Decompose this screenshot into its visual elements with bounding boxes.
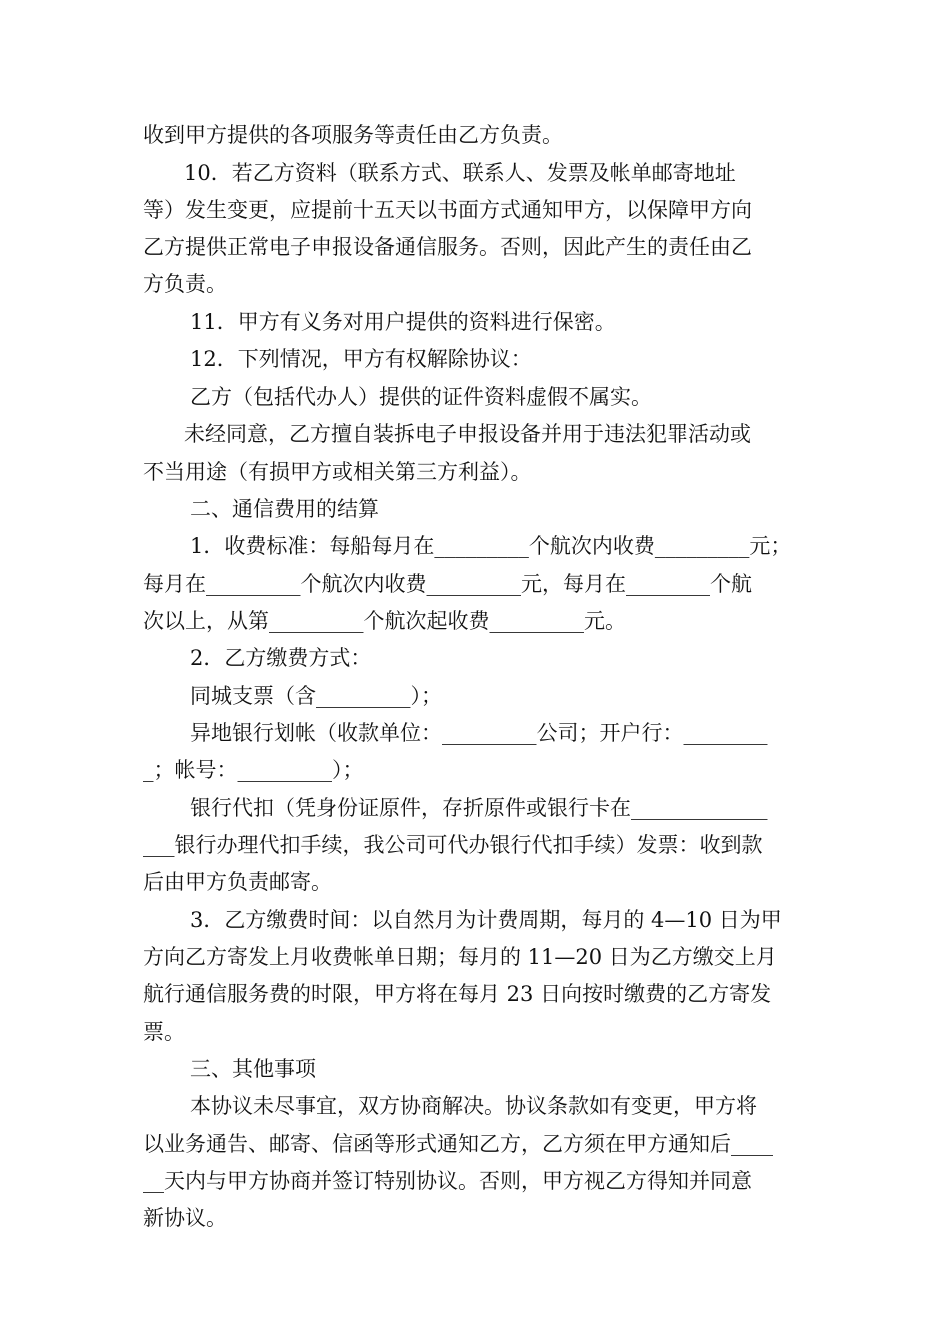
- text-line: 同城支票（含_________）；: [190, 684, 442, 708]
- text-line: 收到甲方提供的各项服务等责任由乙方负责。: [143, 123, 563, 147]
- text-line: 航行通信服务费的时限，甲方将在每月 23 日向按时缴费的乙方寄发: [143, 982, 772, 1006]
- text-line: 后由甲方负责邮寄。: [143, 870, 332, 894]
- text-line: 每月在_________个航次内收费_________元，每月在________个航: [143, 572, 752, 596]
- text-line: 未经同意，乙方擅自装拆电子申报设备并用于违法犯罪活动或: [184, 422, 751, 446]
- text-line: 不当用途（有损甲方或相关第三方利益）。: [143, 460, 532, 484]
- text-line: 次以上，从第_________个航次起收费_________元。: [143, 609, 626, 633]
- text-line: 11．甲方有义务对用户提供的资料进行保密。: [190, 310, 616, 334]
- text-line: 10．若乙方资料（联系方式、联系人、发票及帐单邮寄地址: [184, 161, 736, 185]
- text-line: 异地银行划帐（收款单位：_________公司；开户行：________: [190, 721, 768, 745]
- text-line: ___银行办理代扣手续，我公司可代办银行代扣手续）发票：收到款: [143, 833, 763, 857]
- text-line: 2．乙方缴费方式：: [190, 646, 372, 670]
- text-line: 等）发生变更，应提前十五天以书面方式通知甲方，以保障甲方向: [143, 198, 752, 222]
- text-line: _；帐号：_________）；: [143, 758, 364, 782]
- text-line: __天内与甲方协商并签订特别协议。否则，甲方视乙方得知并同意: [143, 1169, 752, 1193]
- text-line: 方负责。: [143, 272, 227, 296]
- text-line: 乙方（包括代办人）提供的证件资料虚假不属实。: [190, 385, 652, 409]
- text-line: 方向乙方寄发上月收费帐单日期；每月的 11—20 日为乙方缴交上月: [143, 945, 777, 969]
- text-line: 1．收费标准：每船每月在_________个航次内收费_________元；: [190, 534, 792, 558]
- text-line: 本协议未尽事宜，双方协商解决。协议条款如有变更，甲方将: [190, 1094, 757, 1118]
- section-heading: 三、其他事项: [190, 1057, 316, 1081]
- text-line: 新协议。: [143, 1206, 227, 1230]
- text-line: 票。: [143, 1020, 185, 1044]
- text-line: 以业务通告、邮寄、信函等形式通知乙方，乙方须在甲方通知后____: [143, 1132, 773, 1156]
- text-line: 银行代扣（凭身份证原件，存折原件或银行卡在_____________: [190, 796, 768, 820]
- text-line: 12．下列情况，甲方有权解除协议：: [190, 347, 532, 371]
- text-line: 3．乙方缴费时间：以自然月为计费周期，每月的 4—10 日为甲: [190, 908, 782, 932]
- section-heading: 二、通信费用的结算: [190, 497, 379, 521]
- text-line: 乙方提供正常电子申报设备通信服务。否则，因此产生的责任由乙: [143, 235, 752, 259]
